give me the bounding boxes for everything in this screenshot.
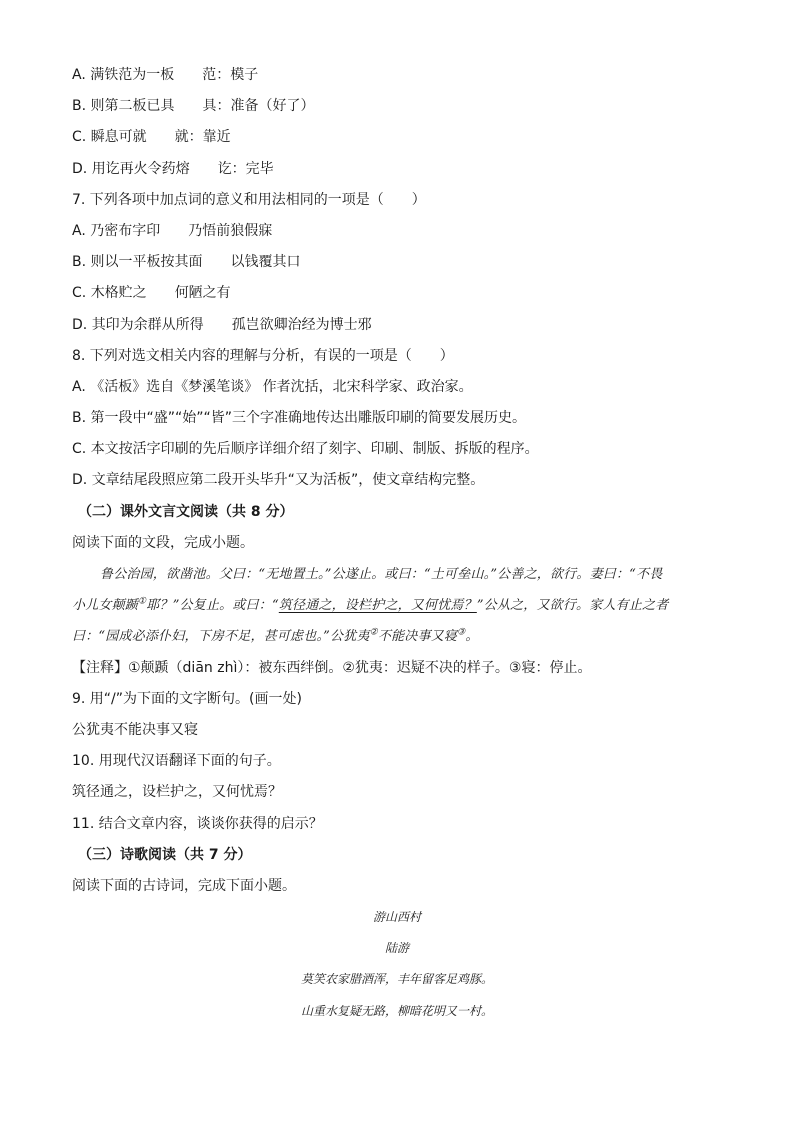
question-9: 9. 用“/”为下面的文字断句。(画一处): [72, 690, 302, 707]
question-8-stem: 8. 下列对选文相关内容的理解与分析，有误的一项是（ ）: [72, 347, 454, 364]
section-3-intro: 阅读下面的古诗词，完成下面小题。: [72, 877, 296, 894]
section-2-heading: （二）课外文言文阅读（共 8 分）: [78, 503, 294, 520]
passage-line-2: 小儿女颠踬①耶？”公复止。或曰：“筑径通之，设栏护之，又何忧焉？”公从之，又欲行。家人有止之者: [72, 596, 669, 614]
poem-author: 陆游: [384, 941, 409, 956]
question-10: 10. 用现代汉语翻译下面的句子。: [72, 753, 281, 770]
section-3-heading: （三）诗歌阅读（共 7 分）: [78, 846, 252, 863]
option-q6-d: D. 用讫再火令药熔 讫：完毕: [72, 160, 274, 177]
option-q6-b: B. 则第二板已具 具：准备（好了）: [72, 98, 315, 115]
section-2-intro: 阅读下面的文段，完成小题。: [72, 534, 254, 551]
option-q8-b: B. 第一段中“盛”“始”“皆”三个字准确地传达出雕版印刷的简要发展历史。: [72, 410, 527, 427]
option-q6-c: C. 瞬息可就 就：靠近: [72, 129, 231, 146]
underlined-sentence: 筑径通之，设栏护之，又何忧焉？: [278, 598, 477, 614]
note-marker-3: ③: [457, 628, 466, 639]
note-marker-1: ①: [138, 596, 147, 607]
document-page: [72, 60, 722, 1027]
option-q6-a: A. 满铁范为一板 范：模子: [72, 67, 259, 83]
note-marker-2: ②: [369, 628, 378, 639]
passage-line-1: 鲁公治园，欲凿池。父曰：“无地置土。”公遂止。或曰：“土可垒山。”公善之，欲行。妻曰：“不畏: [100, 567, 663, 582]
question-7-stem: 7. 下列各项中加点词的意义和用法相同的一项是（ ）: [72, 191, 426, 208]
option-q7-b: B. 则以一平板按其面 以钱覆其口: [72, 254, 301, 271]
question-10-text: 筑径通之，设栏护之，又何忧焉？: [72, 784, 282, 801]
question-9-text: 公犹夷不能决事又寝: [72, 721, 198, 738]
poem-line-2: 山重水复疑无路，柳暗花明又一村。: [300, 1003, 493, 1018]
option-q7-a: A. 乃密布字印 乃悟前狼假寐: [72, 222, 273, 239]
poem-title: 游山西村: [372, 910, 421, 925]
question-11: 11. 结合文章内容，谈谈你获得的启示？: [72, 815, 323, 832]
poem-line-1: 莫笑农家腊酒浑，丰年留客足鸡豚。: [300, 972, 493, 987]
option-q8-d: D. 文章结尾段照应第二段开头毕升“又为活板”，使文章结构完整。: [72, 472, 485, 489]
option-q7-d: D. 其印为余群从所得 孤岂欲卿治经为博士邪: [72, 316, 372, 333]
option-q7-c: C. 木格贮之 何陋之有: [72, 285, 231, 302]
option-q8-a: A. 《活板》选自《梦溪笔谈》 作者沈括，北宋科学家、政治家。: [72, 378, 473, 395]
option-q8-c: C. 本文按活字印刷的先后顺序详细介绍了刻字、印刷、制版、拆版的程序。: [72, 441, 539, 458]
annotation-notes: 【注释】①颠踬（diān zhì）：被东西绊倒。②犹夷：迟疑不决的样子。③寝：停止。: [72, 659, 592, 676]
passage-line-3: 曰：“园成必添仆妇，下房不足，甚可虑也。”公犹夷②不能决事又寝③。: [72, 628, 479, 645]
